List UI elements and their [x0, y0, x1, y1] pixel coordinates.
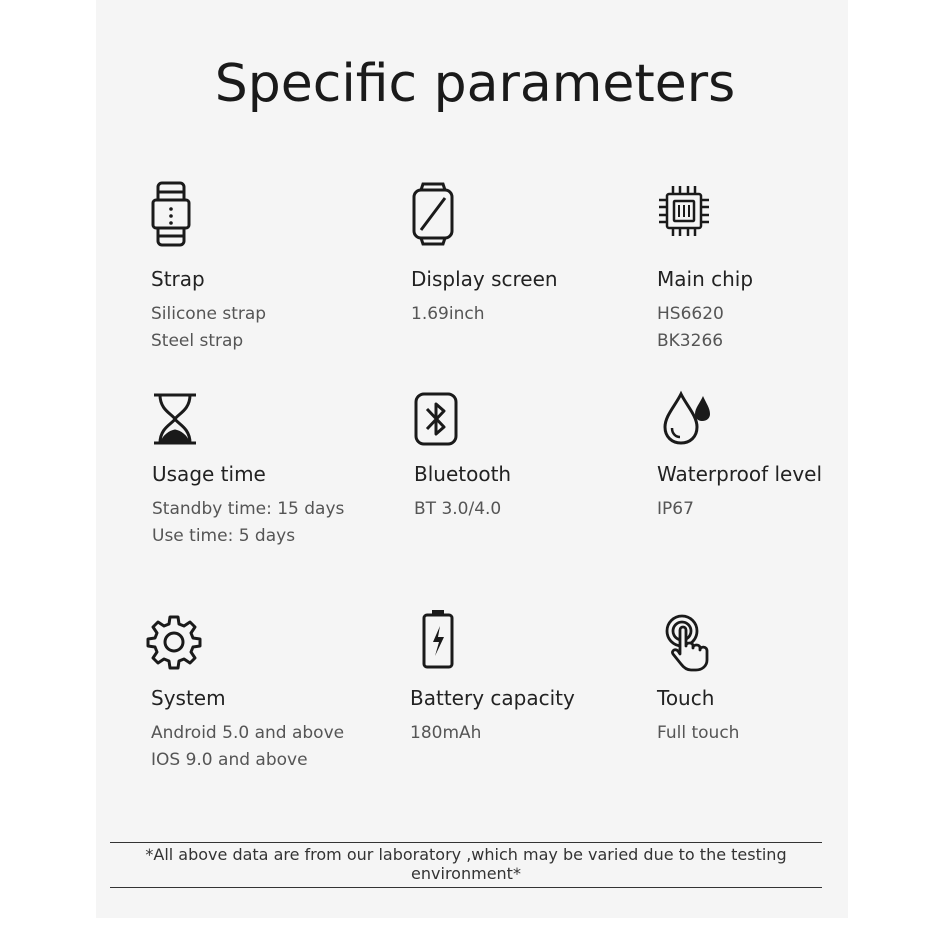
footnote-line1: *All above data are from our laboratory ,which may be varied due to the testing: [145, 845, 787, 864]
spec-label: Display screen: [411, 267, 558, 291]
spec-label: Waterproof level: [657, 462, 823, 486]
spec-label: Battery capacity: [410, 686, 575, 710]
spec-value: IP67: [657, 499, 694, 519]
footnote-line2: environment*: [411, 864, 521, 883]
gear-icon: [146, 614, 202, 670]
smartwatch-icon: [411, 182, 455, 246]
spec-value: Standby time: 15 days: [152, 499, 345, 519]
spec-value: Steel strap: [151, 331, 244, 351]
spec-value: Silicone strap: [151, 304, 267, 324]
spec-panel: [96, 0, 848, 918]
spec-value: Use time: 5 days: [152, 526, 296, 546]
strap-icon: [151, 180, 191, 248]
spec-value: IOS 9.0 and above: [151, 750, 308, 770]
spec-label: Strap: [151, 267, 205, 291]
page-title: Specific parameters: [214, 54, 736, 114]
spec-value: BT 3.0/4.0: [414, 499, 502, 519]
footer-divider-top: [110, 842, 822, 843]
bluetooth-icon: [414, 392, 458, 446]
footer-divider-bottom: [110, 887, 822, 888]
hourglass-icon: [152, 392, 198, 446]
spec-label: Usage time: [152, 462, 266, 486]
touch-hand-icon: [663, 614, 727, 672]
spec-label: Touch: [657, 686, 715, 710]
water-drop-icon: [657, 390, 715, 446]
spec-label: System: [151, 686, 226, 710]
spec-value: BK3266: [657, 331, 724, 351]
chip-icon: [657, 184, 711, 238]
spec-value: 180mAh: [410, 723, 482, 743]
spec-label: Bluetooth: [414, 462, 512, 486]
footnote: [110, 845, 822, 883]
spec-value: HS6620: [657, 304, 724, 324]
battery-icon: [421, 608, 455, 670]
spec-label: Main chip: [657, 267, 754, 291]
spec-value: Full touch: [657, 723, 740, 743]
spec-value: Android 5.0 and above: [151, 723, 345, 743]
spec-value: 1.69inch: [411, 304, 485, 324]
